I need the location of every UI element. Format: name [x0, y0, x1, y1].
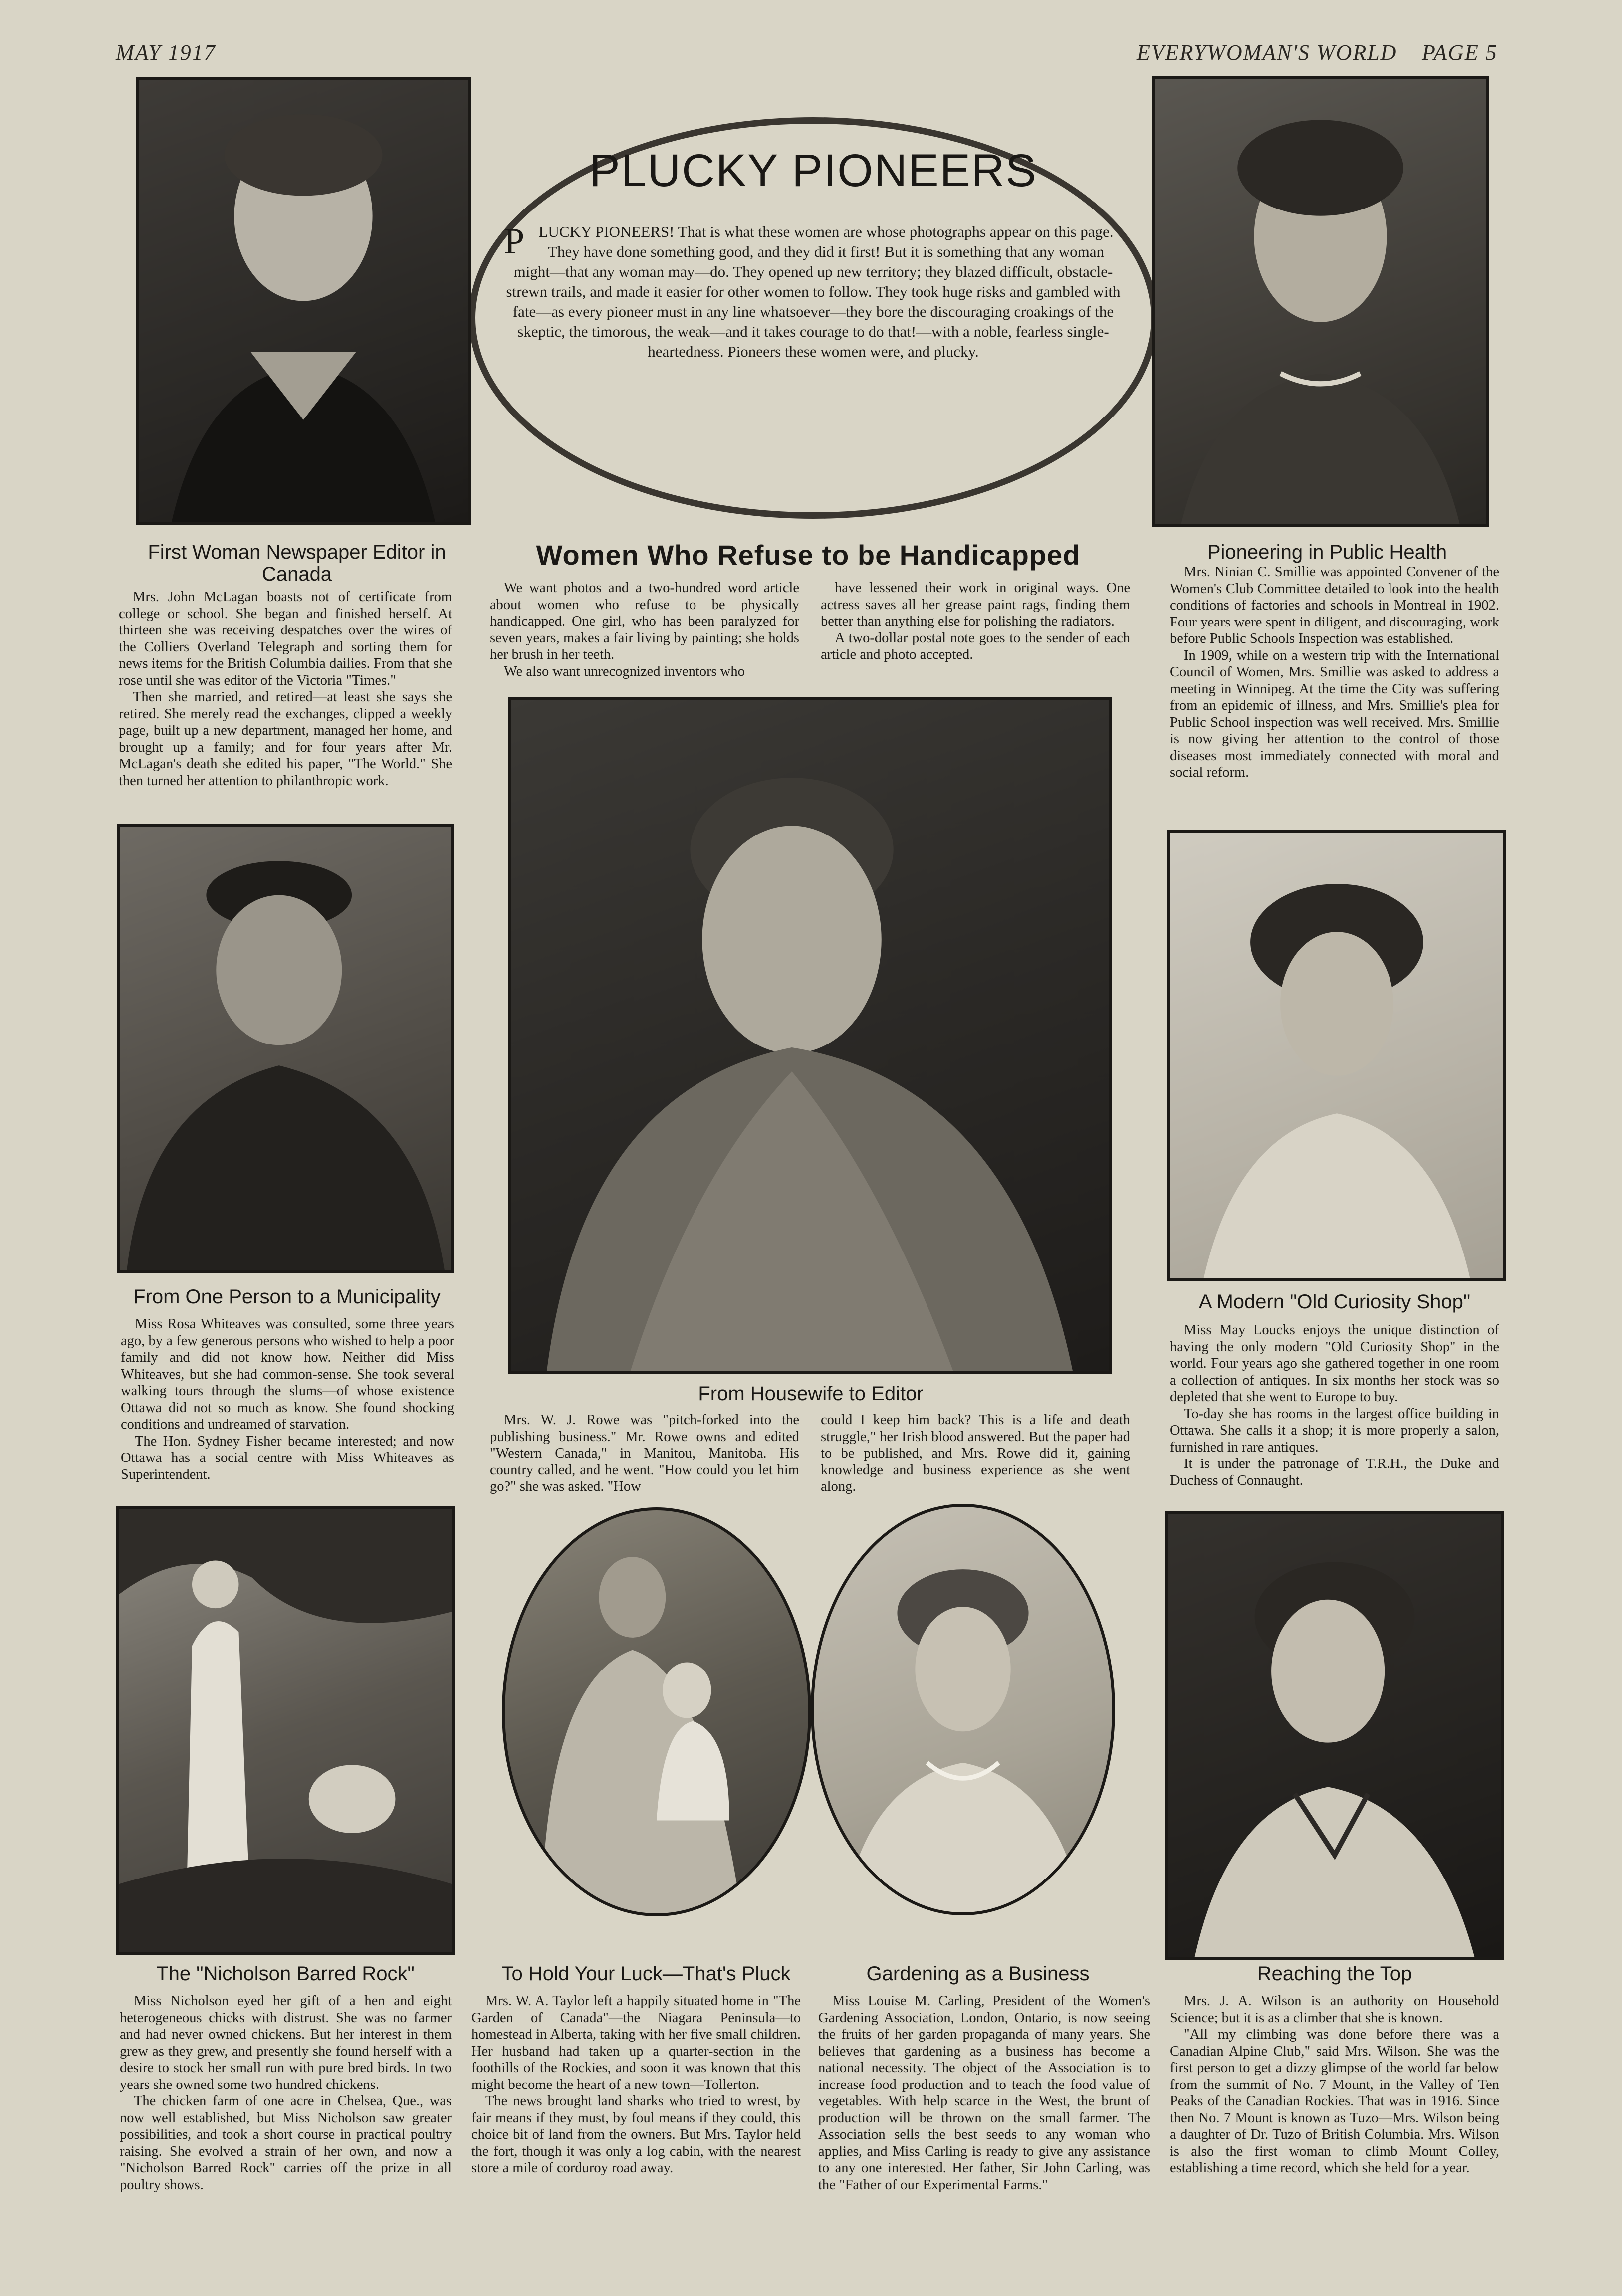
article-housewife-col2 [821, 1412, 1130, 1495]
center-text-col1 [490, 580, 799, 680]
center-text-col2 [821, 580, 1130, 663]
article-reaching-top [1170, 1993, 1499, 2177]
caption-hold-your-luck: To Hold Your Luck—That's Pluck [501, 1963, 791, 1985]
article-paragraph: It is under the patronage of T.R.H., the Duke and Duchess of Connaught. [1170, 1456, 1499, 1488]
center-paragraph: A two-dollar postal note goes to the sender of each article and photo accepted. [821, 630, 1130, 662]
intro-drop-cap: P [504, 221, 525, 262]
article-paragraph: In 1909, while on a western trip with the International Council of Women, Mrs. Smillie was asked to address a meeting in Winnipeg. At the time the City was suffering from an epidemic of illness, and Mrs. Smillie's plea for Public School inspection was well received. Mrs. Smillie is now giving her attention to the control of those diseases most immediately connected with moral and social reform. [1170, 647, 1499, 780]
article-municipality [121, 1316, 454, 1483]
caption-housewife-editor: From Housewife to Editor [698, 1383, 924, 1405]
caption-newspaper-editor: First Woman Newspaper Editor in Canada [148, 541, 446, 585]
page-number: PAGE 5 [1422, 40, 1498, 65]
magazine-name: EVERYWOMAN'S WORLD [1137, 40, 1397, 65]
article-barred-rock [120, 1993, 452, 2193]
intro-paragraph [504, 222, 1123, 362]
caption-gardening: Gardening as a Business [866, 1963, 1090, 1985]
article-paragraph: Mrs. W. J. Rowe was "pitch-forked into the publishing business." Mr. Rowe owns and edited "Western Canada," in Manitou, Manitoba. His country called, and he went. "How could you let him go?" she was asked. "How [490, 1412, 799, 1494]
photo-nicholson-hen [116, 1506, 455, 1955]
article-paragraph: could I keep him back? This is a life and death struggle," her Irish blood answered. But the paper had to be published, and Mrs. Rowe did it, gaining knowledge and business experience as she went along. [821, 1412, 1130, 1494]
caption-municipality: From One Person to a Municipality [133, 1286, 441, 1308]
portrait-wilson-photo [1165, 1511, 1504, 1960]
portrait-rowe-photo [508, 697, 1112, 1374]
article-paragraph: Then she married, and retired—at least she says she retired. She merely read the exchanges, clipped a weekly page, built up a new department, managed her home, and brought up a family; and for four years after Mr. McLagan's death she edited his paper, "The World." She then turned her attention to philanthropic work. [119, 689, 452, 789]
caption-reaching-top: Reaching the Top [1257, 1963, 1412, 1985]
center-paragraph: We also want unrecognized inventors who [504, 663, 745, 679]
article-curiosity-shop [1170, 1322, 1499, 1489]
article-paragraph: To-day she has rooms in the largest office building in Ottawa. She calls it a shop; it is more properly a salon, furnished in rare antiques. [1170, 1406, 1499, 1455]
article-paragraph: Miss Nicholson eyed her gift of a hen and eight heterogeneous chicks with distrust. She was no farmer and had never owned chickens. But her interest in them grew as they grew, and presently she found herself with a desire to stock her small run with pure bred birds. In two years she owned some two hundred chickens. [120, 1993, 452, 2092]
portrait-loucks-photo [1167, 830, 1506, 1281]
article-public-health [1170, 564, 1499, 781]
article-paragraph: Mrs. John McLagan boasts not of certificate from college or school. She began and finished herself. At thirteen she was receiving despatches over the wires of the Colliers Overland Telegraph and sorting them for news items for the British Columbia dailies. From that she rose until she was editor of the Victoria "Times." [119, 589, 452, 688]
issue-date: MAY 1917 [116, 40, 216, 65]
article-housewife-col1 [490, 1412, 799, 1495]
article-paragraph: The news brought land sharks who tried to wrest, by fair means if they must, by foul means if they could, this choice bit of land from the owners. But Mrs. Taylor held the fort, though it was only a log cabin, with the nearest store a mile of corduroy road away. [471, 2093, 801, 2176]
center-heading: Women Who Refuse to be Handicapped [536, 539, 1081, 571]
intro-text: LUCKY PIONEERS! That is what these women are whose photographs appear on this page. They have done something good, and they did it first! But it is something that any woman might—that any woman may—do. They opened up new territory; they blazed difficult, obstacle-strewn trails, and made it easier for other women to follow. They took huge risks and gambled with fate—as every pioneer must in any line whatsoever—they bore the discouraging croakings of the skeptic, the timorous, the weak—and it takes courage to do that!—with a noble, fearless single-heartedness. Pioneers these women were, and plucky. [506, 223, 1121, 360]
portrait-whiteaves-photo [117, 824, 454, 1273]
article-paragraph: Miss Louise M. Carling, President of the Women's Gardening Association, London, Ontario, is now seeing the fruits of her garden propaganda of many years. She believes that gardening as a business has become a national necessity. The object of the Association is to increase food production and to teach the food value of vegetables. With help scarce in the West, the brunt of production will be thrown on the small farmer. The Association sells the best seeds to any woman who applies, and Miss Carling is ready to give any assistance to any one interested. Her father, Sir John Carling, was the "Father of our Experimental Farms." [818, 1993, 1150, 2193]
page-title: PLUCKY PIONEERS [589, 145, 1037, 196]
center-paragraph: We want photos and a two-hundred word article about women who refuse to be physically handicapped. One girl, who has been paralyzed for seven years, makes a fair living by painting; she holds her brush in her teeth. [490, 580, 799, 662]
article-paragraph: Mrs. Ninian C. Smillie was appointed Convener of the Women's Club Committee detailed to look into the health conditions of factories and schools in Montreal in 1902. Four years were spent in diligent, and discouraging, work before Public Schools Inspection was established. [1170, 564, 1499, 646]
article-hold-your-luck [471, 1993, 801, 2177]
article-newspaper-editor [119, 589, 452, 789]
photo-taylor-with-baby [502, 1507, 811, 1916]
portrait-mclagan-photo [136, 77, 471, 525]
article-paragraph: The Hon. Sydney Fisher became interested; and now Ottawa has a social centre with Miss Whiteaves as Superintendent. [121, 1433, 454, 1482]
caption-barred-rock: The "Nicholson Barred Rock" [156, 1963, 415, 1985]
portrait-smillie-photo [1152, 76, 1489, 527]
article-paragraph: Miss May Loucks enjoys the unique distinction of having the only modern "Old Curiosity Shop" in the world. Four years ago she gathered together in one room a collection of antiques. In six months her stock was so depleted that she went to Europe to buy. [1170, 1322, 1499, 1405]
portrait-carling-photo [811, 1504, 1115, 1915]
article-paragraph: Miss Rosa Whiteaves was consulted, some three years ago, by a few generous persons who wished to help a poor family and did not know how. Neither did Miss Whiteaves, but she had common-sense. She took several walking tours through the slums—of whose existence Ottawa did not so much as know. She found shocking conditions and undreamed of starvation. [121, 1316, 454, 1432]
article-paragraph: Mrs. J. A. Wilson is an authority on Household Science; but it is as a climber that she is known. [1170, 1993, 1499, 2026]
article-paragraph: The chicken farm of one acre in Chelsea, Que., was now well established, but Miss Nicholson saw greater possibilities, and took a short course in practical poultry raising. She evolved a strain of her own, and now a "Nicholson Barred Rock" carries off the prize in all poultry shows. [120, 2093, 452, 2193]
center-paragraph: have lessened their work in original ways. One actress saves all her grease paint rags, finding them better than anything else for polishing the radiators. [821, 580, 1130, 629]
article-paragraph: "All my climbing was done before there was a Canadian Alpine Club," said Mrs. Wilson. She was the first person to get a dizzy glimpse of the world far below from the summit of No. 7 Mount, in the Valley of Ten Peaks of the Canadian Rockies. That was in 1916. Since then No. 7 Mount is known as Tuzo—Mrs. Wilson being a daughter of Dr. Tuzo of British Columbia. Mrs. Wilson is also the first woman to climb Mount Colley, establishing a time record, which she held for a year. [1170, 2027, 1499, 2176]
caption-curiosity-shop: A Modern "Old Curiosity Shop" [1198, 1291, 1471, 1313]
article-paragraph: Mrs. W. A. Taylor left a happily situated home in "The Garden of Canada"—the Niagara Peninsula—to homestead in Alberta, taking with her five small children. Her husband had taken up a quarter-section in the foothills of the Rockies, and soon it was known that this might become the heart of a new town—Tollerton. [471, 1993, 801, 2092]
article-gardening [818, 1993, 1150, 2193]
caption-public-health: Pioneering in Public Health [1207, 541, 1447, 563]
